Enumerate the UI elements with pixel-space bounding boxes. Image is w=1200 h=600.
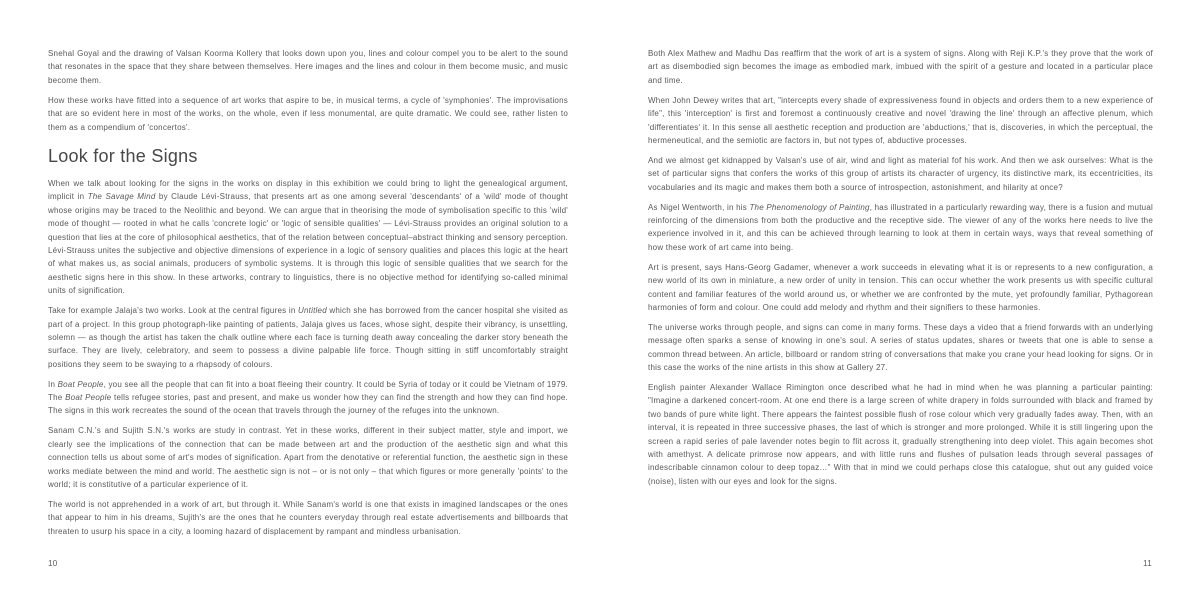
text-run: When we talk about looking for the signs in the works on display in this exhibition we could bring to light the genealogical argument, implicit in [48, 178, 568, 202]
paragraph [648, 94, 1153, 148]
right-paragraphs [648, 47, 1153, 488]
section-heading: Look for the Signs [48, 145, 198, 166]
work-title: The Savage Mind [87, 192, 156, 202]
text-run: In [48, 379, 58, 389]
paragraph [48, 177, 568, 298]
paragraph [648, 154, 1153, 194]
paragraph [648, 201, 1153, 255]
paragraph [48, 378, 568, 418]
text-run: When John Dewey writes that art, "intercepts every shade of expressiveness found in objects and orders them to a new experience of life", this 'interception' is first and foremost a continuously creative and novel 'drawing the line' through an affective plenum, which 'differentiates' it. In this sense all aesthetic reception and production are 'abductions,' that is, discoveries, in which the perceptual, the hermeneutical, and the semiotic are factors in, but not types of, abductive processes. [648, 95, 1153, 145]
work-title: Untitled [298, 306, 327, 316]
text-run: Art is present, says Hans-Georg Gadamer, whenever a work succeeds in elevating what it is or represents to a new configuration, a new world of its own in miniature, a new order of unity in tension. This can occur whether the work presents us with specific cultural content and familiar features of the world around us, or whether we are confronted by the mute, yet profoundly familiar, Pythagorean harmonies of form and colour. One could add melody and rhythm and their signifiers to these harmonies. [648, 262, 1153, 312]
text-run: by Claude Lévi-Strauss, that presents art as one among several 'descendants' of a 'wild' mode of thought whose origins may be traced to the Neolithic and beyond. We can argue that in theorising the mode of symbolisation specific to this 'wild' mode of thought — rooted in what he calls 'concrete logic' or 'logic of sensible qualities' — Lévi-Strauss provides an original solution to a question that lies at the core of philosophical aesthetics, that of the relation between conceptual–abstract thinking and sensory perception. Lévi-Strauss unites the subjective and objective dimensions of experience in a logic of sensory qualities and places this logic at the heart of what makes us, as social animals, producers of symbolic systems. It is through this logic of sensible qualities that we search for the aesthetic signs here in this show. In these artworks, contrary to linguistics, there is no objective method for identifying so-called minimal units of signification. [48, 192, 568, 296]
text-run: How these works have fitted into a sequence of art works that aspire to be, in musical terms, a cycle of 'symphonies'. The improvisations that are so evident here in most of the works, on the whole, even if less monumental, are quite dramatic. We could see, rather listen to them as a compendium of 'concertos'. [48, 95, 568, 132]
text-run: , you see all the people that can fit into a boat fleeing their country. It could be Syria of today or it could be Vietnam of 1979. The [48, 379, 568, 403]
text-run: Both Alex Mathew and Madhu Das reaffirm that the work of art is a system of signs. Along with Reji K.P.'s they prove that the work of art as disembodied sign becomes the image as embodied mark, imbued with the spirit of a gesture and located in a particular place and time. [648, 49, 1153, 85]
left-body-paragraphs [48, 177, 568, 538]
paragraph [48, 498, 568, 538]
page-number-right: 11 [1143, 559, 1152, 568]
paragraph [648, 321, 1153, 375]
left-intro-paragraphs [48, 47, 568, 134]
work-title: The Phenomenology of Painting [749, 202, 870, 212]
text-run: , has illustrated in a particularly rewarding way, there is a fusion and mutual reinforcing of the dimensions from both the productive and the receptive side. The viewer of any of the works here needs to live the experience involved in it, and this can be achieved through learning to look at them in certain ways, ways that reveal something of how these work of art came into being. [648, 202, 1153, 252]
text-run: The world is not apprehended in a work of art, but through it. While Sanam's world is one that exists in imagined landscapes or the ones that appear to him in his dreams, Sujith's are the ones that he counters everyday through real estate advertisements and billboards that threaten to usurp his space in a city, a looming hazard of displacement by rampant and mindless urbanisation. [48, 499, 568, 536]
text-run: which she has borrowed from the cancer hospital she visited as part of a project. In this group photograph-like painting of patients, Jalaja gives us faces, whose sight, despite their vibrancy, is unsettling, solemn — as though the artist has taken the chalk outline where each face is turning death away concealing the darker story beneath the surface. They are lively, celebratory, and seem to possess a divine palpable life force. Though sitting in stiff uncomfortably straight positions they seem to be swaying to a rhapsody of colours. [48, 306, 568, 369]
text-run: As Nigel Wentworth, in his [648, 202, 750, 212]
work-title: Boat People [65, 393, 112, 403]
paragraph [48, 47, 568, 87]
paragraph [648, 261, 1153, 315]
paragraph [48, 424, 568, 491]
paragraph [648, 381, 1153, 488]
page-number-left: 10 [48, 559, 58, 568]
text-run: tells refugee stories, past and present, and make us wonder how they can find the strength and how they can find hope. The signs in this work recreates the sound of the ocean that travels through the journey of the refuges into the unknown. [48, 393, 568, 416]
text-run: Sanam C.N.'s and Sujith S.N.'s works are study in contrast. Yet in these works, different in their subject matter, style and import, we clearly see the implications of the connection that can be made between art and the production of the aesthetic sign and what this connection tells us about some of art's modes of signification. Apart from the denotative or referential function, the aesthetic sign in these works mediate between the mind and world. The aesthetic sign is not – or is not only – that which figures or more generally 'points' to the world; it is constitutive of a particular experience of it. [48, 426, 568, 489]
page-right [600, 0, 1200, 600]
text-run: And we almost get kidnapped by Valsan's use of air, wind and light as material fof his work. And then we ask ourselves: What is the set of particular signs that confers the works of this group of artists its character of urgency, its distinctive mark, its eccentricities, its vocabularies and its magic and makes them both a source of introspection, astonishment, and hilarity at once? [648, 155, 1153, 192]
text-run: Snehal Goyal and the drawing of Valsan Koorma Kollery that looks down upon you, lines and colour compel you to be alert to the sound that resonates in the space that they share between themselves. Here images and the lines and colour in them become music, and music become them. [48, 49, 568, 85]
text-run: The universe works through people, and signs can come in many forms. These days a video that a friend forwards with an underlying message often sparks a sense of knowing in one's soul. A series of status updates, shares or tweets that one is able to sense a common thread between. An article, billboard or random string of conversations that make you crane your head looking for signs. Or in this case the works of the nine artists in this show at Gallery 27. [648, 322, 1153, 373]
paragraph [48, 94, 568, 134]
work-title: Boat People [57, 379, 104, 389]
paragraph [648, 47, 1153, 87]
text-run: Take for example Jalaja's two works. Look at the central figures in [48, 306, 298, 316]
paragraph [48, 304, 568, 371]
text-run: English painter Alexander Wallace Rimington once described what he had in mind when he was planning a particular painting: "Imagine a darkened concert-room. At one end there is a large screen of white drapery in folds surrounded with black and framed by two bands of pure white light. There appears the faintest possible flush of rose colour which very gradually fades away. Then, with an interval, it is repeated in three successive phases, the last of which is stronger and more prolonged. While it is still lingering upon the screen a rapid series of pale lavender notes begin to flit across it, gradually strengthening into deep violet. This again becomes shot with amethyst. A delicate primrose now appears, and with little runs and flushes of pulsation leads through several passages of indescribable cinnamon colour to deep topaz…" With that in mind we could perhaps close this catalogue, shut out any guided voice (noise), listen with our eyes and look for the signs. [648, 382, 1153, 486]
